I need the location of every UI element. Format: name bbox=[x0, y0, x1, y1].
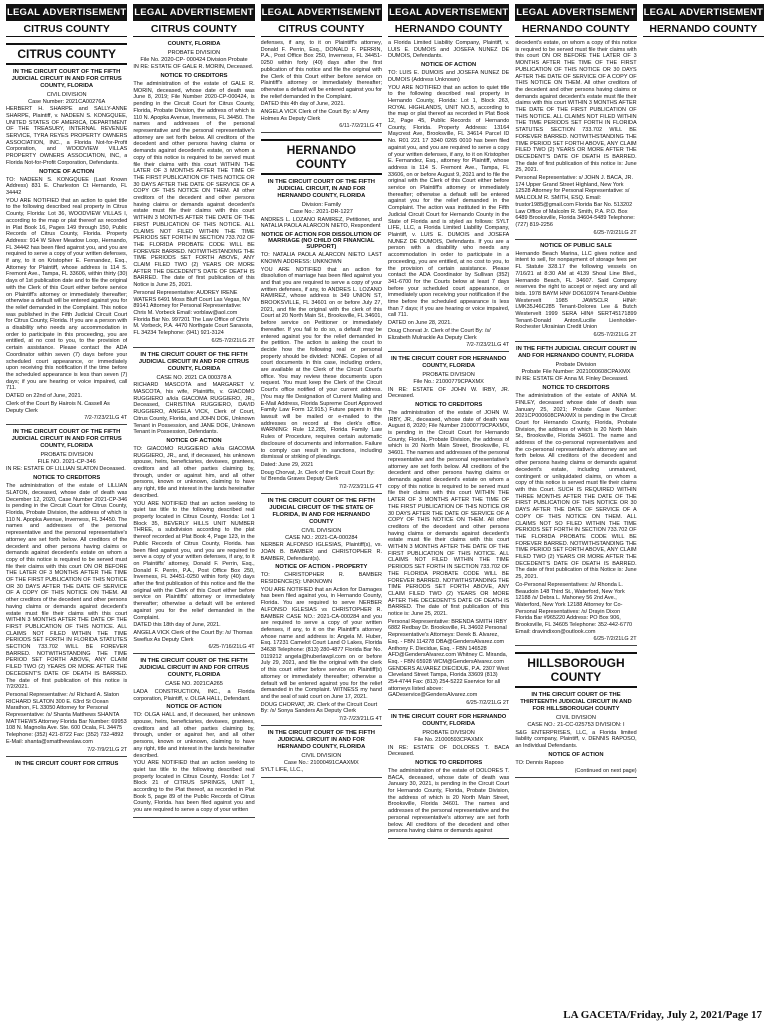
notice-date: DATED this 18th day of June, 2021. bbox=[133, 622, 221, 629]
notice-addressee: TO: CHRISTOPHER R. BAMBER RESIDENCE(S): UNKNOWN bbox=[260, 572, 382, 586]
notice-signature: ANGELA VICK Clerk of the Court By: /s/ Thomas Sweflux As Deputy Clerk bbox=[133, 629, 253, 643]
notice-heading: NOTICE OF ACTION bbox=[548, 751, 604, 758]
notice-heading: NOTICE OF PUBLIC SALE bbox=[540, 242, 612, 249]
notice-body: YOU ARE NOTIFIED that an action to quiet title to the following described real property in Citrus County, Florida: Lot 36, WOODVIEW VILLAS I, according to the map or plat thereof as recorded in Plat Book 16, Pages 149 through 150, Public Records of Citrus County, Florida. Property Address: 914 W Silver Meadow Loop, Hernando, FL 34442 has been filed against you, and you are required to serve a copy of your written defenses, if any, to it on Kristopher E. Fernandez, Esq., Attorney for Plaintiff, whose address is 114 S. Fremont Ave., Tampa, FL 33606, within thirty (30) days of 1st publication date and to file the original with the Clerk of this Court either before service on Plaintiff's attorney or immediately thereafter; otherwise a default will be entered against you for the relief demanded in the Complaint. This notice was published in the Fifth Judicial Circuit Court for Citrus County, Florida. If you are a person with a disability who needs any accommodation in order to participate in this proceeding, you are entitled, at no cost to you, to the provision of certain assistance. Please contact the ADA Coordinator within seven (7) days before your scheduled court appearance, or immediately upon receiving this notification if the time before the scheduled appearance is less than seven (7) days; if you are hearing or voice impaired, call 711. bbox=[6, 197, 128, 392]
publication-run: 7/2-7/23/21LG 4T bbox=[338, 716, 382, 723]
notice-divider bbox=[6, 424, 127, 425]
publication-run: 6/25-7/2/21LG 2T bbox=[593, 636, 637, 643]
court-division: CIVIL DIVISION bbox=[46, 91, 87, 98]
notice-addressee: TO: LUIS E. DUMOIS and JOSEFA NUNEZ DE DUMOIS (Address Unknown) bbox=[387, 70, 510, 83]
notice-signature: Clerk of the Court By Hairois N. Cassell As Deputy Clerk bbox=[6, 400, 110, 414]
court-caption: COUNTY, FLORIDA bbox=[167, 41, 221, 47]
case-parties: IN RE: ESTATE OF GALE R. MORIN, Deceased. bbox=[133, 64, 254, 71]
court-caption: IN THE CIRCUIT COURT OF THE FIFTH JUDICIAL CIRCUIT IN AND FOR CITRUS COUNTY, FLORIDA bbox=[138, 658, 250, 679]
notice-body: YOU ARE NOTIFIED that an action to quiet title to the following described real property in Hernando County, Florida: Lot 1, Block 263, ROYAL HIGHLANDS, UNIT NO.5, according to the map or plat thereof as recorded in Plat Book 12, Page 45, Public Records of Hernando County, Florida. Property Address: 13164 Maycrest Ave, Brooksville, FL 34614 Parcel ID No. R01 221 17 3340 0265 0010 has been filed against you, and you are required to serve a copy of your written defenses, if any, to it on Kristopher E. Fernandez, Esq., attorney for Plaintiff, whose address is 114 S. Fremont Ave., Tampa, FL 33606, on or before August 9, 2021 and to file the original with the Clerk of this Court either before service on Plaintiff's attorney or immediately thereafter; otherwise a default will be entered against you for the relief demanded in the Complaint. The action was instituted in the Fifth Judicial Circuit Court for Hernando County in the State of Florida and is styled as follows: SYLT LIFE, LLC, a Florida Limited Liability Company, Plaintiff, v. LUIS E. DUMOIS and JOSEFA NUNEZ DE DUMOIS, Defendants. If you are a person with a disability who needs any accommodation in order to participate in a proceeding, you are entitled, at no cost to you, to the provision of certain assistance. Please contact the ADA Coordinator by Sullivan (352) 341-6700 for the Courts below at least 7 days before your scheduled court appearance, or immediately upon receiving your notification if the time before the scheduled appearance is less than 7 days; if you are hearing or voice impaired, call 711. bbox=[387, 84, 510, 319]
court-division: PROBATE DIVISION bbox=[422, 730, 475, 737]
notice-divider bbox=[133, 347, 254, 348]
court-caption: IN THE CIRCUIT COURT OF THE FIFTH JUDICIAL CIRCUIT IN AND FOR CITRUS COUNTY, FLORIDA bbox=[11, 429, 122, 450]
case-parties: S&G ENTERPRISES, LLC, a Florida limited liability company, Plaintiff, v. DENNIS RAPOSO, an Individual Defendants. bbox=[515, 729, 637, 750]
county-heading: HERNANDO COUNTY bbox=[388, 23, 509, 37]
column-6 bbox=[643, 4, 764, 1002]
court-division: Division: Family bbox=[301, 202, 341, 209]
case-number: File No. 2020-CP- 000424 Division Probate bbox=[140, 56, 248, 63]
case-number: File No. 21000593CPAXMX bbox=[414, 736, 484, 743]
case-number: Case No.: 2021-DR-1227 bbox=[289, 209, 353, 215]
court-division: PROBATE DIVISION bbox=[167, 49, 221, 56]
case-parties: a Florida Limited Liability Company, Plaintiff, v. LUIS E. DUMOIS and JOSEFA NUNEZ DE DUMOIS, Defendants. bbox=[387, 40, 510, 60]
column-4 bbox=[388, 4, 509, 1002]
case-parties: RICHARD MASCOTA and MARGARET V. MASCOTA, his wife, Plaintiffs, v. GIACOMO RUGGIERO a/k/a GIACOMA RUGGIERO, JR., Deceased, CHRISTINA RUGGIERO, DAVID RUGGIERO, ANGELA VICK, Clerk of Court, Citrus County, Florida, and JOHN DOE, Unknown Tenant in Possession, and JANE DOE, Unknown Tenant in Possession, Defendants. bbox=[133, 382, 255, 436]
court-caption: IN THE CIRCUIT COURT OF THE THIRTEENTH JUDICIAL CIRCUIT IN AND FOR HILLSBOROUGH COUNTY bbox=[520, 692, 632, 713]
notice-body: YOU ARE NOTIFIED that an action seeking to quiet tax title to the following described real property located in Citrus County, Florida: Lot 1 Block 35, BEVERLY HILLS UNIT NUMBER THREE, a subdivision according to the plat thereof recorded at Plat Book 4, Page 123, in the Public Records of Citrus County, Florida. has been filed against you, and you are required to serve a copy of your written defenses, if any, to it on Plaintiffs' attorney, Donald F. Perrin, Esq., Donald F. Perrin, P.A., Post Office Box 250, Inverness, FL 34451-0250 within forty (40) days after the first publication of this notice and file the original with the Clerk of this Court either before service on Plaintiffs' attorney or immediately thereafter; otherwise a default will be entered against you for the relief demanded in the Complaint. bbox=[133, 500, 255, 621]
case-number: FILE NO. 2021-CP-346 bbox=[37, 458, 96, 465]
notice-divider bbox=[515, 645, 636, 646]
notice-divider bbox=[388, 838, 509, 839]
court-caption: IN THE CIRCUIT COURT OF THE FIFTH JUDICIAL CIRCUIT IN AND FOR CITRUS COUNTY, FLORIDA bbox=[138, 351, 250, 372]
notice-heading: NOTICE TO CREDITORS bbox=[542, 385, 610, 392]
publication-run: 6/25-7/2/21LG 2T bbox=[211, 337, 255, 344]
publication-run: 6/11-7/2/21LG 4T bbox=[339, 123, 382, 130]
notice-date: DATED on June 28, 2021. bbox=[387, 320, 452, 327]
notice-divider bbox=[133, 653, 254, 654]
notice-signature: Doug Chorvat, Jr. Clerk of the Circuit Court By: /s/ Brenda Graves Deputy Clerk bbox=[260, 469, 375, 483]
notice-signature: Co-Personal Representatives: /s/ Rhonda L. Beaudoin 148 Third St., Waterford, New York 12188 /s/ Debra L. Mahoney 56 2nd Ave., Waterford, New York 12188 Attorney for Co-Personal Representatives: /s/ Drayin Dixon Florida Bar #965220 Address: PO Box 906, Brooksville, FL 34605 Telephone: 352-442-6770 Email: dravindixon@outlook.com bbox=[515, 581, 633, 635]
legal-ad-banner: LEGAL ADVERTISEMENT bbox=[643, 4, 764, 21]
page-footer: LA GACETA/Friday, July 2, 2021/Page 17 bbox=[563, 1009, 762, 1021]
case-number: File No.: 21000779CPAXMX bbox=[413, 378, 484, 385]
notice-body: defenses, if any, to it on Plaintiff's attorney, Donald F. Perrin, Esq., DONALD F. PERRIN, P.A., Post Office Box 250, Inverness, FL 34451-0250 within forty (40) days after the first publication of this notice and file the original with the Clerk of this Court either before service on Plaintiff's attorney or immediately thereafter; otherwise a default will be entered against you for the relief demanded in the Complaint. bbox=[260, 40, 382, 100]
column-5 bbox=[515, 4, 636, 1002]
case-parties: LADA CONSTRUCTION, INC., a Florida corporation, Plaintiff, v. OLGA HALL, Defendant. bbox=[133, 688, 255, 702]
case-number: Case No.: 21000491CAAXMX bbox=[283, 759, 359, 766]
court-caption: IN THE CIRCUIT COURT OF THE FIFTH JUDICIAL CIRCUIT, IN AND FOR HERNANDO COUNTY, FLORIDA bbox=[267, 179, 375, 200]
notice-body: The administration of the estate of JOHN W. IRBY, JR., deceased, whose date of death was August 8, 2020; File Number 21000779CPAXMX, is pending in the Circuit Court for Hernando County, Florida, Probate Division, the address of which is 20 North Main Street, Brooksville, FL 34601. The names and addresses of the personal representative and the personal representative's attorney are set forth below. All creditors of the decedent and other persons having claims or demands against decedent's estate on whom a copy of this notice is required to be served must file their claims with this court WITHIN THE LATER OF 3 MONTHS AFTER THE TIME OF THE FIRST PUBLICATION OF THIS NOTICE OR 30 DAYS AFTER THE DATE OF SERVICE OF A COPY OF THIS NOTICE ON THEM. All other creditors of the decedent and other persons having claims or demands against decedent's estate must file their claims with this court WITHIN 3 MONTHS AFTER THE DATE OF THE FIRST PUBLICATION OF THIS NOTICE. ALL CLAIMS NOT FILED WITHIN THE TIME PERIODS SET FORTH IN SECTION 733.702 OF THE FLORIDA PROBATE CODE WILL BE FOREVER BARRED. NOTWITHSTANDING THE TIME PERIODS SET FORTH ABOVE, ANY CLAIM FILED TWO (2) YEARS OR MORE AFTER THE DECEDENT'S DATE OF DEATH IS BARRED. The date of first publication of this notice is: June 25, 2021. bbox=[387, 409, 510, 618]
case-parties: IN RE: ESTATE OF JOHN W. IRBY, JR. Deceased. bbox=[387, 386, 510, 400]
court-caption: IN THE CIRCUIT COURT OF THE FIFTH JUDICIAL CIRCUIT IN AND FOR CITRUS COUNTY, FLORIDA bbox=[11, 69, 122, 89]
notice-divider bbox=[6, 756, 127, 757]
notice-divider bbox=[515, 777, 636, 778]
court-division: CIVIL DIVISION bbox=[301, 527, 342, 534]
case-parties: IN RE: ESTATE OF DOLORES T. BACA Deceased. bbox=[387, 744, 510, 758]
case-number: CASE NO. 2021 CA 000378 A bbox=[156, 374, 232, 381]
publication-run: 6/25-7/2/21LG 2T bbox=[466, 700, 510, 707]
notice-heading: NOTICE OF ACTION bbox=[166, 437, 222, 444]
notice-signature: ANGELA VICK Clerk of the Court By: s/ Amy Holmes As Deputy Clerk bbox=[260, 109, 370, 122]
court-division: PROBATE DIVISION bbox=[422, 372, 475, 379]
legal-ad-banner: LEGAL ADVERTISEMENT bbox=[515, 4, 636, 21]
county-heading: HERNANDO COUNTY bbox=[643, 23, 764, 37]
county-heading: CITRUS COUNTY bbox=[6, 23, 127, 37]
publication-run: 6/25-7/16/21LG 4T bbox=[208, 644, 255, 651]
notice-heading: NOTICE OF ACTION FOR DISSOLUTION OF MARRIAGE (NO CHILD OR FINANCIAL SUPPORT) bbox=[261, 232, 382, 251]
case-parties: HERBERT H. SHARPE and SALLY-ANNE SHARPE, Plaintiff, v. NADEEN S. KONGQUEE, UNITED STATES OF AMERICA, DEPARTMENT OF THE TREASURY, INTERNAL REVENUE SERVICE, TYRA REYES PROPERTY OWNERS ASSOCIATION, INC., a Florida Not-for-Profit Corporation, and WOODVIEW VILLAS PROPERTY OWNERS ASSOCIATION, INC, a Florida Not-for-Profit Corporation, Defendants. bbox=[6, 106, 128, 166]
notice-heading: NOTICE TO CREDITORS bbox=[415, 759, 483, 766]
notice-signature: Personal Representative: /s/ Richard A. Slaton RICHARD SLATON 300 E. 63rd St Ocean Marathon, FL 33050 Attorney for Personal Representative: /s/ Shanta Matthews SHANTA MATTHEWS Attorney Florida Bar Number: 69953 108 N. Magnolia Ave. Ste. 600 Ocala, FL 34475 Telephone: (352) 421-8722 Fax: (352) 732-4892 E-Mail: shanta@smatthewslaw.com bbox=[6, 691, 127, 745]
notice-addressee: TO: GIACOMO RUGGIERO a/k/a GIACOMA RUGGIERO, JR., and, if deceased, his unknown spouse, heirs, beneficiaries, devisees, grantees, creditors and all other parties claiming by, through, under or against him, and all other persons, known or unknown, claiming to have any right, title and interest in the lands hereinafter described. bbox=[133, 445, 255, 499]
column-1 bbox=[6, 4, 127, 1002]
publication-run: 7/2-7/23/21LG 4T bbox=[466, 342, 510, 349]
notice-divider bbox=[261, 493, 382, 494]
publication-run: (Continued on next page) bbox=[574, 767, 637, 774]
notice-divider bbox=[261, 777, 382, 778]
county-heading: HERNANDO COUNTY bbox=[515, 23, 636, 37]
court-caption: IN THE FIFTH JUDICIAL CIRCUIT COURT IN AND FOR HERNANDO COUNTY, FLORIDA bbox=[515, 346, 636, 360]
court-caption: IN THE CIRCUIT COURT FOR HERNANDO COUNTY, FLORIDA bbox=[391, 714, 507, 728]
legal-ad-banner: LEGAL ADVERTISEMENT bbox=[133, 4, 254, 21]
notice-addressee: TO: NADEEN S. KONGQUEE (Last Known Address) 831 E. Charleston Ct Hernando, FL 34442 bbox=[6, 176, 128, 196]
notice-body: decedent's estate, on whom a copy of this notice is required to be served must file their claims with this court ON OR BEFORE THE LATER OF 3 MONTHS AFTER THE TIME OF THE FIRST PUBLICATION OF THIS NOTICE OR 30 DAYS AFTER THE DATE OF SERVICE OF A COPY OF THIS NOTICE ON THEM. All other creditors of the decedent and other persons having claims or demands against decedent's estate must file their claims with this court WITHIN 3 MONTHS AFTER THE DATE OF THE FIRST PUBLICATION OF THIS NOTICE. ALL CLAIMS NOT FILED WITHIN THE TIME PERIODS SET FORTH IN FLORIDA STATUTES SECTION 733.702 WILL BE FOREVER BARRED. NOTWITHSTANDING THE TIME PERIOD SET FORTH ABOVE, ANY CLAIM FILED TWO (2) YEARS OR MORE AFTER THE DECEDENT'S DATE OF DEATH IS BARRED. The date of first publication of this notice is: June 25, 2021. bbox=[515, 40, 637, 174]
column-2 bbox=[133, 4, 254, 1002]
notice-divider bbox=[388, 351, 509, 352]
county-heading: CITRUS COUNTY bbox=[133, 23, 254, 37]
notice-divider bbox=[133, 817, 254, 818]
publication-run: 6/25-7/2/21LG 2T bbox=[593, 229, 637, 236]
notice-divider bbox=[261, 725, 382, 726]
publication-run: 6/25-7/2/21LG 2T bbox=[593, 332, 637, 339]
notice-body: Hernando Beach Marina, LLC gives notice and intent to sell, for nonpayment of storage fees per FL Statute 328.17 the following vessels on 7/16/21 at 8:30 AM at 4139 Shoal Line Blvd., Hernando Beach, FL 34607. Said Company reserves the right to accept or reject any and all bids. 1978 BAYM HN# DO610974 Tenant-Debbie Westervelt 1985 JAWSCLR HIN#: LMK35J46C285 Tenant-Dolores Lee & Butch Westervelt 1999 SERA HIN# SERT45171899 Tenant-Donald Anton/Lucille Lienholder-Rochester Ukrainian Credit Union bbox=[515, 250, 637, 331]
notice-signature: Personal Representative: s/ JOHN J. BACA, JR. 174 Upper Grand Street Highland, New York 12528 Attorney for Personal Representative: s/ MALCOLM R. SMITH, ESQ. Email: trustor1985@gmail.com Florida Bar No. 513202 Law Office of Malcolm R. Smith, P.A. P.O. Box 6489 Brooksville, Florida 34604-5489 Telephone: (727) 819-2256 bbox=[515, 175, 635, 228]
court-division: PROBATE DIVISION bbox=[40, 452, 93, 459]
notice-heading: NOTICE OF ACTION bbox=[421, 62, 477, 69]
case-number: Probate File Number: 2021000608CPAXMX bbox=[521, 368, 631, 375]
continued-caption: IN THE CIRCUIT COURT FOR CITRUS bbox=[14, 760, 119, 767]
notice-signature: DOUG CHORVAT, JR. Clerk of the Circuit Court By: /s/ Sonya Sanders As Deputy Clerk bbox=[260, 701, 378, 715]
notice-heading: NOTICE OF ACTION - PROPERTY bbox=[275, 564, 368, 571]
case-parties: ANDRES L. LOZANO RAMIREZ, Petitioner, and NATALIA PAOLA ALARCON NIETO, Respondent bbox=[260, 216, 382, 230]
notice-heading: NOTICE TO CREDITORS bbox=[33, 475, 101, 482]
case-parties: IN RE: ESTATE OF Anna M. Finley Deceased. bbox=[515, 376, 629, 383]
notice-heading: NOTICE TO CREDITORS bbox=[160, 73, 228, 80]
case-number: CASE NO.: 2021-CA-000284 bbox=[285, 534, 358, 541]
legal-ad-banner: LEGAL ADVERTISEMENT bbox=[388, 4, 509, 21]
notice-date: Dated: June 29, 2021 bbox=[260, 461, 314, 468]
case-number: Case Number: 2021CA00276A bbox=[28, 98, 106, 105]
publication-run: 7/2-7/9/21LG 2T bbox=[87, 746, 128, 753]
notice-signature: Personal Representative: AUDREY IRENE WATERS 6491 Moss Bluff Court Las Vegas, NV 89141 Attorney for Personal Representative: Chris M. Vorbeck Email: vorblaw@aol.com Florida Bar No. 997201 The Law Office of Chris M. Vorbeck, P.A. 4470 Northgate Court Sarasota, FL 34234 Telephone: (941) 921-3124 bbox=[133, 289, 254, 337]
notice-addressee: TO: Dennis Raposo bbox=[515, 759, 564, 766]
notice-date: DATED this 4th day of June, 2021. bbox=[260, 101, 345, 108]
court-division: Probate Division bbox=[555, 362, 597, 369]
notice-body: YOU ARE NOTIFIED that an action seeking to quiet tax title to the following described real property located in Citrus County, Florida: Lot 7 Block 21 of CITRUS SPRINGS, UNIT 1, according to the Plat thereof, as recorded in Plat Book 5, page 89 of the Public Records of Citrus County, Florida. has been filed against you and you are required to serve a copy of your written bbox=[133, 760, 255, 814]
court-division: CIVIL DIVISION bbox=[556, 715, 596, 722]
notice-signature: Doug Chorvat Jr. Clerk of the Court By: /s/ Elizabeth Mulrackle As Deputy Clerk bbox=[387, 327, 491, 341]
notice-heading: NOTICE OF ACTION bbox=[39, 168, 95, 175]
notice-body: The administration of the estate of LILLIAN SLATON, deceased, whose date of death was December 12, 2020, Case Number 2021-CP-346 is pending in the Circuit Court for Citrus County, Florida, Probate Division, the address of which is 110 N. Apopka Avenue, Inverness, FL 34450. The names and addresses of the personal representative and the personal representative's attorney are set forth below. All creditors of the decedent and other persons having claims or demands against decedent's estate on whom a copy of this notice is required to be served must file their claims with this court ON OR BEFORE THE LATER OF 3 MONTHS AFTER THE TIME OF THE FIRST PUBLICATION OF THIS NOTICE OR 30 DAYS AFTER THE DATE OF SERVICE OF A COPY OF THIS NOTICE ON THEM. All other creditors of the decedent and other persons having claims or demands against decedent's estate must file their claims with this court WITHIN 3 MONTHS AFTER THE DATE OF THE FIRST PUBLICATION OF THIS NOTICE. ALL CLAIMS NOT FILED WITHIN THE TIME PERIODS SET FORTH IN FLORIDA STATUTES SECTION 733.702 WILL BE FOREVER BARRED. NOTWITHSTANDING THE TIME PERIOD SET FORTH ABOVE, ANY CLAIM FILED TWO (2) YEARS OR MORE AFTER THE DECEDENT'S DATE OF DEATH IS BARRED. The date of first publication of this notice is 7/2/2021. bbox=[6, 483, 128, 691]
case-parties: SYLT LIFE, LLC., bbox=[260, 767, 304, 774]
notice-date: DATED on 22nd of June, 2021. bbox=[6, 393, 83, 400]
notice-body: YOU ARE NOTIFIED that an Action for Damages has been filed against you, in Hernando County, Florida. You are required to serve NERBER ALFONSO IGLESIAS vs CHRISTOPHER R. BAMBER CASE NO.: 2021-CA-000284 and you are required to serve a copy of your written defenses, if any, to it on the Plaintiff's attorney whose name and address is: Angela M. Huber, Esq. 17231 Camelot Court Land O Lakes, Florida 34638 Telephone: (813) 280-4877 Florida Bar No. 0119212 angela@huberlawpl.com on or before July 29, 2021, and file the original with the clerk of this court either before service on Plaintiff(s) attorney or immediately thereafter; otherwise a default will be entered against you for the relief demanded in the Complaint. WITNESS my hand and the seal of said court on June 17, 2021. bbox=[260, 586, 382, 700]
case-number: CASE NO. 2021CA265 bbox=[165, 681, 223, 688]
notice-divider bbox=[515, 341, 636, 342]
publication-run: 7/2-7/23/21LG 4T bbox=[84, 415, 128, 422]
case-parties: IN RE: ESTATE OF LILLIAN SLATON Deceased. bbox=[6, 466, 126, 473]
notice-addressee: TO: OLGA HALL and, if deceased, her unknown spouse, heirs, beneficiaries, devisees, grantees, creditors and all other parties claiming by, through, under or against her, and all other persons, known or unknown, claiming to have any right, title and interest in the lands hereinafter described. bbox=[133, 712, 255, 759]
legal-ad-banner: LEGAL ADVERTISEMENT bbox=[6, 4, 127, 21]
notice-divider bbox=[515, 239, 636, 240]
notice-divider bbox=[388, 709, 509, 710]
notice-body: The administration of the estate of GALE R. MORIN, deceased, whose date of death was June 8, 2019; File Number 2020-CP-000424, is pending in the Circuit Court for Citrus County, Florida, Probate Division, the address of which is 110 N. Apopka Avenue, Inverness, FL 34450. The names and addresses of the personal representative and the personal representative's attorney are set forth below. All creditors of the decedent and other persons having claims or demands against decedent's estate, on whom a copy of this notice is required to be served must file their claims with this court WITHIN THE LATER OF 3 MONTHS AFTER THE TIME OF THE FIRST PUBLICATION OF THIS NOTICE OR 30 DAYS AFTER THE DATE OF SERVICE OF A COPY OF THIS NOTICE ON THEM. All other creditors of the decedent and other persons having claims or demands against decedent's estate must file their claims with this court WITHIN 3 MONTHS AFTER THE DATE OF THE FIRST PUBLICATION OF THIS NOTICE. ALL CLAIMS NOT FILED WITHIN THE TIME PERIODS SET FORTH IN SECTION 733.702 OF THE FLORIDA PROBATE CODE WILL BE FOREVER BARRED. NOTWITHSTANDING THE TIME PERIODS SET FORTH ABOVE, ANY CLAIM FILED TWO (2) YEARS OR MORE AFTER THE DECEDENT'S DATE OF DEATH IS BARRED. The date of first publication of this Notice is June 25, 2021. bbox=[133, 81, 255, 289]
notice-signature: Personal Representative: BRENDA SMITH IRBY 6882 Redbay Dr. Brooksville, FL 34602 Personal Representative's Attorneys: Derek B. Alvarez, Esq. - FBN 114278 DBA@GendersAlvarez.com Anthony F. Diecidue, Esq. - FBN 146528 AFD@GendersAlvarez.com Whitney C. Miranda, Esq. - FBN 65928 WCM@GendersAlvarez.com GENDERS ALVAREZ DIECIDUE, P.A. 2307 West Cleveland Street Tampa, Florida 33609 (813) 254-4744 Fax: (813) 254-5222 Eservice for all attorneys listed above: GADeservice@GendersAlvarez.com bbox=[387, 618, 509, 699]
court-caption: IN THE CIRCUIT COURT OF THE FIFTH JUDICIAL CIRCUIT IN AND FOR HERNANDO COUNTY, FLORIDA bbox=[267, 730, 375, 751]
county-section-title: HILLSBOROUGH COUNTY bbox=[515, 652, 636, 688]
notice-body: YOU ARE NOTIFIED that an action for dissolution of marriage has been filed against you and that you are required to serve a copy of your written defenses, if any, to ANDRES L. LOZANO RAMIREZ, whose address is 349 UNION ST, BROOKSVILLE, FL 34601 on or before July 27, 2021, and file the original with the clerk of this Court at 20 North Main St., Brooksville, FL 34601, before service on Petitioner or immediately thereafter. If you fail to do so, a default may be entered against you for the relief demanded in the petition. The action is asking the court to decide how the following real or personal property should be divided: NONE. Copies of all court documents in this case, including orders, are available at the Clerk of the Circuit Court's office. You may review these documents upon request. You must keep the Clerk of the Circuit Court's office notified of your current address. (You may file Designation of Current Mailing and E-Mail Address, Florida Supreme Court Approved Family Law Form 12.915.) Future papers in this lawsuit will be mailed or e-mailed to the addresses on record at the clerk's office. WARNING: Rule 12.285, Florida Family Law Rules of Procedure, requires certain automatic disclosure of documents and information. Failure to comply can result in sanctions, including dismissal or striking of pleadings. bbox=[260, 266, 382, 461]
case-parties: NERBER ALFONSO IGLESIAS, Plaintiff(s), vs. JOAN B. BAMBER and CHRISTOPHER R. BAMBER, Defendant(s). bbox=[260, 542, 382, 562]
county-section-title: CITRUS COUNTY bbox=[6, 43, 127, 65]
county-section-title: HERNANDO COUNTY bbox=[261, 139, 382, 175]
court-caption: IN THE CIRCUIT COURT FOR HERNANDO COUNTY, FLORIDA bbox=[391, 356, 507, 370]
notice-heading: NOTICE OF ACTION bbox=[166, 704, 222, 711]
legal-ad-banner: LEGAL ADVERTISEMENT bbox=[261, 4, 382, 21]
county-heading: CITRUS COUNTY bbox=[261, 23, 382, 37]
notice-divider bbox=[261, 132, 382, 133]
notice-body: The administration of the estate of ANNA M. FINLEY, deceased whose date of death was January 25, 2021; Probate Case Number: 2021CP000608CPAXMX is pending in the Circuit Court for Hernando County, Florida, Probate Division, the address of which is 20 North Main St., Brooksville, Florida 34601. The name and address of the co-personal representatives and the co-personal representative's attorney are set forth below. All creditors of the decedent and other persons having claims or demands against decedent's estate, including unmatured, contingent or unliquidated claims, on whom a copy of this notice is served must file their claims with this Court. SUCH IS REQUIRED WITHIN THREE MONTHS AFTER THE DATE OF THE FIRST PUBLICATION OF THIS NOTICE OR 30 DAYS AFTER THE DATE OF SERVICE OF A COPY OF THIS NOTICE ON THEM. ALL CLAIMS NOT SO FILED WITHIN THE TIME PERIODS SET FORTH IN SECTION 733.702 OF THE FLORIDA PROBATE CODE WILL BE FOREVER BARRED. NOTWITHSTANDING THE TIME PERIOD SET FORTH ABOVE, ANY CLAIM FILED TWO (2) YEARS OR MORE AFTER THE DECEDENT'S DATE OF DEATH IS BARRED. The date of first publication of this Notice is: June 25, 2021. bbox=[515, 393, 637, 581]
case-number: CASE NO.: 21-CC-025753 DIVISION: I bbox=[527, 722, 625, 729]
publication-run: 7/2-7/23/21LG 4T bbox=[338, 484, 382, 491]
columns bbox=[6, 4, 764, 1002]
notice-heading: NOTICE TO CREDITORS bbox=[415, 401, 483, 408]
column-3 bbox=[261, 4, 382, 1002]
court-division: CIVIL DIVISION bbox=[301, 752, 342, 759]
notice-body: The administration of the estate of DOLORES T. BACA, deceased, whose date of death was January 30, 2021, is pending in the Circuit Court for Hernando County, Florida, Probate Division, the address of which is 20 North Main Street, Brooksville, Florida 34601. The names and addresses of the personal representative and the personal representative's attorney are set forth below. All creditors of the decedent and other persons having claims or demands against bbox=[387, 767, 510, 835]
notice-addressee: TO: NATALIA PAOLA ALARCON NIETO LAST KNOWN ADDRESS: UNKNOWN bbox=[260, 252, 382, 265]
court-caption: IN THE CIRCUIT COURT OF THE FIFTH JUDICIAL CIRCUIT OF THE STATE OF FLORIDA, IN AND FOR HERNANDO COUNTY bbox=[267, 498, 375, 525]
